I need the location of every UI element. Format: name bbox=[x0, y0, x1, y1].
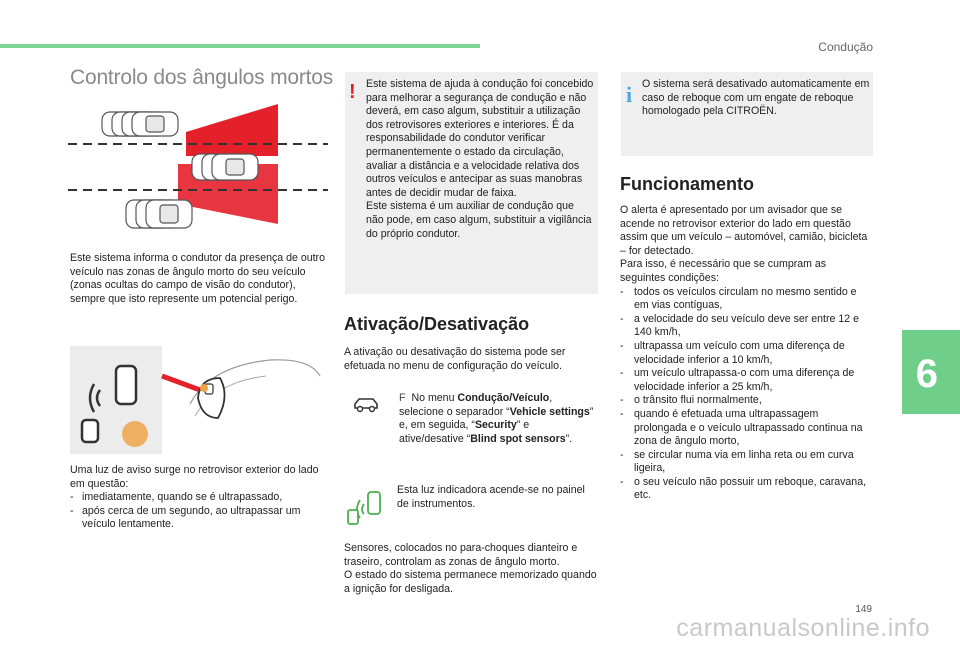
sensors-section bbox=[344, 542, 598, 596]
info-icon: i bbox=[626, 82, 633, 107]
memory-text: O estado do sistema permanece memorizado quando a ignição for desligada. bbox=[344, 569, 597, 595]
page-number: 149 bbox=[855, 604, 872, 615]
section-title: Condução bbox=[818, 40, 873, 54]
menu-name: Condução/Veículo bbox=[457, 392, 550, 404]
condition-item: - o seu veículo não possuir um reboque, caravana, etc. bbox=[620, 476, 874, 503]
warning-box-paragraph-2: Este sistema é um auxiliar de condução que não pode, em caso algum, substituir a vigilância do próprio condutor. bbox=[366, 200, 592, 240]
conditions-intro: Para isso, é necessário que se cumpram as seguintes condições: bbox=[620, 258, 827, 284]
exclamation-warning-icon: ! bbox=[349, 81, 356, 103]
warning-box-paragraph: Este sistema de ajuda à condução foi concebido para melhorar a segurança de condução e não deverá, em caso algum, substituir a utilização dos retrovisores exteriores e interiores. É da responsabilidade do condutor verificar permanentemente o estado da circulação, avaliar a distância e a velocidade relativa dos outros veículos e antecipar as suas manobras antes de decidir mudar de faixa. bbox=[366, 78, 594, 199]
mirror-warning-illustration bbox=[70, 346, 324, 454]
activation-heading: Ativação/Desativação bbox=[344, 314, 530, 334]
warning-light-section bbox=[70, 464, 326, 532]
car-bottom-lane bbox=[126, 200, 192, 228]
blind-spot-illustration bbox=[68, 104, 328, 244]
condition-item: - se circular numa via em linha reta ou em curva ligeira, bbox=[620, 449, 874, 476]
car-menu-icon bbox=[352, 396, 380, 414]
sensors-text: Sensores, colocados no para-choques dianteiro e traseiro, controlam as zonas de ângulo morto. bbox=[344, 542, 578, 568]
chapter-number: 6 bbox=[915, 352, 938, 396]
intro-paragraph: Este sistema informa o condutor da presença de outro veículo nas zonas de ângulo morto do seu veículo (zonas ocultas do campo de visão do condutor), sempre que isto represente um potencial perigo. bbox=[70, 252, 325, 305]
activation-intro: A ativação ou desativação do sistema pode ser efetuada no menu de configuração do veículo. bbox=[344, 346, 566, 372]
condition-item: - um veículo ultrapassa-o com uma diferença de velocidade inferior a 25 km/h, bbox=[620, 367, 874, 394]
warning-light-intro: Uma luz de aviso surge no retrovisor exterior do lado em questão: bbox=[70, 464, 319, 490]
operation-heading: Funcionamento bbox=[620, 174, 754, 194]
info-box-text: O sistema será desativado automaticamente em caso de reboque com um engate de reboque homologado pela CITROËN. bbox=[642, 78, 870, 118]
condition-item: - ultrapassa um veículo com uma diferença de velocidade inferior a 10 km/h, bbox=[620, 340, 874, 367]
info-box bbox=[621, 72, 873, 156]
page-title: Controlo dos ângulos mortos bbox=[70, 66, 334, 89]
blind-spot-option: Blind spot sensors bbox=[470, 432, 566, 445]
watermark: carmanualsonline.info bbox=[676, 614, 930, 642]
operation-intro: O alerta é apresentado por um avisador que se acende no retrovisor exterior do lado em questão assim que um veículo – automóvel, camião, bicicleta – for detectado. bbox=[620, 204, 868, 257]
warning-box-text bbox=[366, 78, 594, 241]
condition-item: - todos os veículos circulam no mesmo sentido e em vias contíguas, bbox=[620, 286, 874, 313]
blind-spot-indicator-icon bbox=[346, 490, 386, 526]
condition-item: - a velocidade do seu veículo deve ser entre 12 e 140 km/h, bbox=[620, 313, 874, 340]
tab-name: Vehicle settings bbox=[509, 405, 590, 418]
condition-item: - quando é efetuada uma ultrapassagem prolongada e o veículo ultrapassado continua na zona de ângulo morto, bbox=[620, 408, 874, 449]
condition-item: - o trânsito flui normalmente, bbox=[620, 394, 874, 408]
step-arrow-icon: F bbox=[399, 392, 406, 404]
activation-step: F No menu Condução/Veículo, selecione o separador “Vehicle settings” e, em seguida, “Security” e ative/desative “Blind spot sensors”. bbox=[399, 392, 594, 445]
header-accent-bar bbox=[0, 44, 480, 48]
warning-item: - imediatamente, quando se é ultrapassado, bbox=[70, 491, 326, 505]
blind-spot-zone-upper bbox=[186, 104, 278, 156]
warning-item: - após cerca de um segundo, ao ultrapassar um veículo lentamente. bbox=[70, 505, 326, 532]
security-option: Security bbox=[474, 419, 517, 432]
car-middle-lane bbox=[192, 154, 258, 180]
safety-warning-box bbox=[345, 72, 598, 294]
indicator-text: Esta luz indicadora acende-se no painel de instrumentos. bbox=[397, 484, 585, 510]
car-top-lane bbox=[102, 112, 178, 136]
operation-section bbox=[620, 204, 874, 503]
